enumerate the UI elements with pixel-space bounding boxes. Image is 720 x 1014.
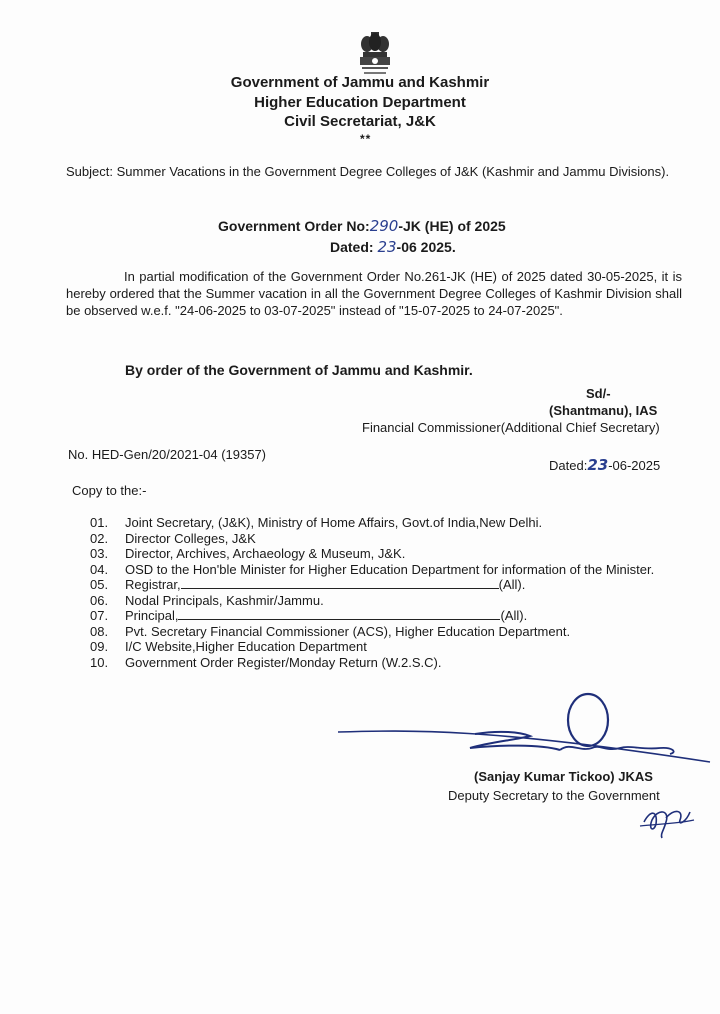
list-item-number: 06. [90,592,109,608]
list-item-number: 09. [90,639,109,654]
list-item-text: Principal, [125,608,179,623]
signatory-sd: Sd/- [586,386,611,401]
list-item-number: 04. [90,561,109,577]
list-item [90,593,690,609]
list-item-suffix: (All). [498,577,526,592]
list-item [90,655,690,671]
list-item [90,562,690,578]
list-item [90,608,690,624]
by-order-line: By order of the Government of Jammu and Kashmir. [125,362,473,378]
list-item-number: 02. [90,530,109,546]
list-item-text: Registrar, [125,577,181,592]
list-item-text: Government Order Register/Monday Return (W.2.S.C). [125,654,442,670]
signer-designation: Deputy Secretary to the Government [448,788,660,803]
header-line-secretariat: Civil Secretariat, J&K [284,113,436,130]
list-item-number: 05. [90,577,109,592]
order-dated-rest: -06 2025. [396,239,456,255]
handwritten-signature [330,690,720,780]
list-item [90,546,690,562]
list-item-text: I/C Website,Higher Education Department [125,639,367,654]
list-item [90,515,690,531]
reference-dated-rest: -06-2025 [608,458,661,473]
list-item-text: OSD to the Hon'ble Minister for Higher Education Department for information of the Minister. [125,561,655,577]
order-number [218,217,506,235]
reference-day-handwritten: 23 [587,456,609,474]
order-suffix: -JK (HE) of 2025 [398,218,506,234]
reference-dated-label: Dated: [549,458,588,473]
signatory-name: (Shantmanu), IAS [549,403,658,418]
handwritten-initials [636,800,696,840]
list-item-text: Director Colleges, J&K [125,530,256,546]
list-item-text: Joint Secretary, (J&K), Ministry of Home Affairs, Govt.of India,New Delhi. [125,515,543,530]
subject-line: Subject: Summer Vacations in the Government Degree Colleges of J&K (Kashmir and Jammu Divisions). [66,164,670,179]
signer-name: (Sanjay Kumar Tickoo) JKAS [474,769,653,784]
reference-date [549,456,660,474]
list-item [90,531,690,547]
list-item-text: Pvt. Secretary Financial Commissioner (ACS), Higher Education Department. [125,623,571,639]
copy-to-heading: Copy to the:- [72,483,147,498]
recipient-list [90,515,690,670]
header-stars: ** [360,132,372,146]
list-item-number: 01. [90,515,109,530]
list-item-number: 03. [90,546,109,561]
list-item [90,624,690,640]
order-body: In partial modification of the Government Order No.261-JK (HE) of 2025 dated 30-05-2025, it is hereby ordered that the Summer vacation in all the Government Degree Colleges of Kashmir Division shall be observed w.e.f. "24-06-2025 to 03-07-2025" instead of "15-07-2025 to 24-07-2025". [66,269,682,318]
list-item-number: 07. [90,608,109,623]
header-line-government: Government of Jammu and Kashmir [230,74,490,91]
fill-in-blank [178,608,500,620]
list-item-number: 08. [90,623,109,639]
reference-number: No. HED-Gen/20/2021-04 (19357) [68,447,267,462]
list-item-number: 10. [90,654,109,670]
order-day-handwritten: 23 [377,238,397,256]
list-item [90,577,690,593]
signatory-designation: Financial Commissioner(Additional Chief Secretary) [362,420,660,435]
order-dated-label: Dated: [330,239,374,255]
list-item-suffix: (All). [500,608,528,623]
header-line-department: Higher Education Department [254,94,466,111]
list-item-text: Director, Archives, Archaeology & Museum, J&K. [125,546,406,561]
order-date [330,238,456,256]
fill-in-blank [181,577,499,589]
order-prefix: Government Order No: [218,218,370,234]
list-item [90,639,690,655]
state-emblem-icon [352,30,398,80]
order-number-handwritten: 290 [369,217,399,235]
list-item-text: Nodal Principals, Kashmir/Jammu. [125,592,324,608]
